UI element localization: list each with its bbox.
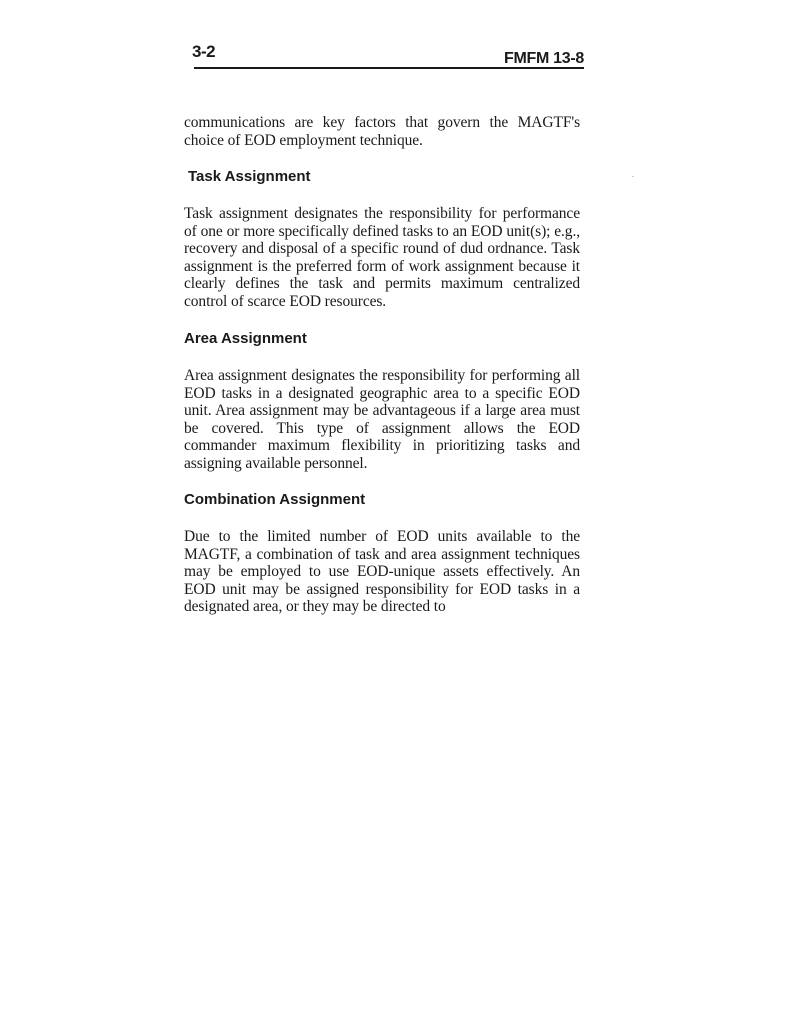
paragraph-combination-assignment: Due to the limited number of EOD units available to the MAGTF, a combination of task and area assignment techniques may be employed to use EOD-unique assets effectively. An EOD unit may be assigned responsibility for EOD tasks in a designated area, or they may be directed to xyxy=(184,528,580,615)
heading-combination-assignment: Combination Assignment xyxy=(184,491,366,508)
paragraph-area-assignment: Area assignment designates the responsibility for performing all EOD tasks in a designated geographic area to a specific EOD unit. Area assignment may be advantageous if a large area must be covered. This type of assignment allows the EOD commander maximum flexibility in prioritizing tasks and assigning available personnel. xyxy=(184,367,580,472)
scan-speck xyxy=(632,176,634,177)
page-header xyxy=(192,42,584,70)
header-rule xyxy=(194,67,584,69)
heading-task-assignment: Task Assignment xyxy=(188,168,311,185)
page-body xyxy=(184,114,580,616)
document-id: FMFM 13-8 xyxy=(504,50,584,67)
intro-paragraph: communications are key factors that govern the MAGTF's choice of EOD employment technique. xyxy=(184,114,580,149)
heading-area-assignment: Area Assignment xyxy=(184,330,307,347)
page-number: 3-2 xyxy=(192,42,216,61)
paragraph-task-assignment: Task assignment designates the responsibility for performance of one or more specifically defined tasks to an EOD unit(s); e.g., recovery and disposal of a specific round of dud ordnance. Task assignment is the preferred form of work assignment because it clearly defines the task and permits maximum centralized control of scarce EOD resources. xyxy=(184,205,580,310)
